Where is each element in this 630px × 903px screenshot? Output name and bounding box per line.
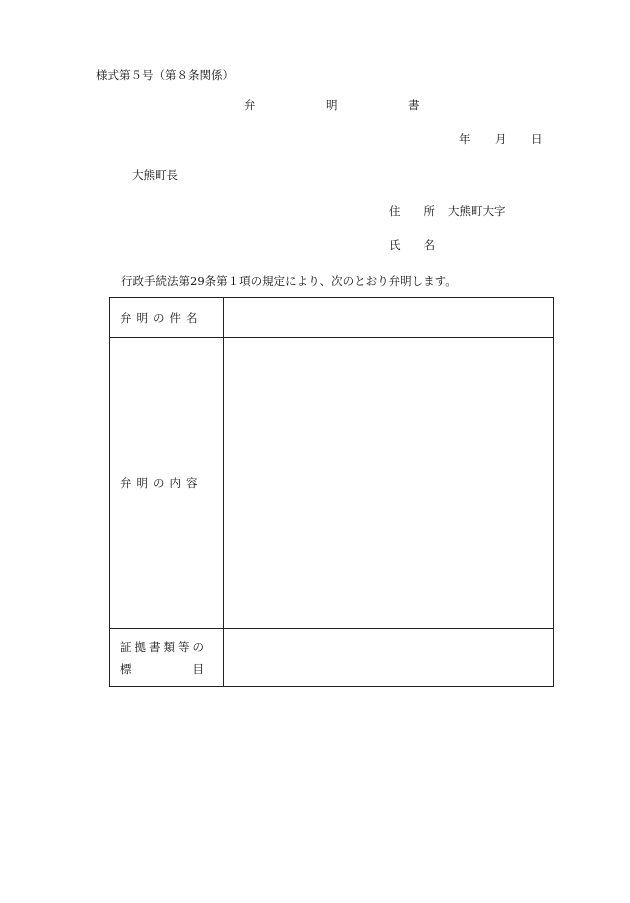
title-char-2: 明 (326, 98, 338, 112)
date-day: 日 (531, 132, 543, 146)
table-row-evidence (110, 629, 554, 687)
title-char-1: 弁 (244, 98, 256, 112)
explanation-form-table (109, 297, 554, 687)
evidence-label-line1: 証拠書類等の (120, 639, 207, 654)
title-char-3: 書 (408, 98, 420, 112)
table-row-content (110, 338, 554, 629)
date-month: 月 (495, 132, 507, 146)
evidence-input-cell[interactable] (224, 629, 554, 687)
content-label-cell (110, 338, 224, 629)
address-value: 大熊町大字 (448, 204, 506, 218)
subject-label: 弁明の件名 (120, 310, 203, 325)
evidence-label-line2 (120, 658, 204, 680)
form-number-label: 様式第５号（第８条関係） (96, 68, 234, 82)
evidence-label-cell (110, 629, 224, 687)
subject-input-cell[interactable] (224, 298, 554, 338)
content-input-cell[interactable] (224, 338, 554, 629)
name-label: 氏 名 (389, 238, 435, 252)
statement-text: 行政手続法第29条第１項の規定により、次のとおり弁明します。 (121, 274, 457, 288)
evidence-label-char-b: 目 (192, 661, 204, 676)
content-label: 弁明の内容 (120, 476, 203, 490)
table-row-subject (110, 298, 554, 338)
subject-label-cell (110, 298, 224, 338)
evidence-label-char-a: 標 (120, 661, 132, 676)
date-year: 年 (459, 132, 471, 146)
recipient: 大熊町長 (132, 168, 178, 182)
address-label: 住 所 (389, 204, 435, 218)
